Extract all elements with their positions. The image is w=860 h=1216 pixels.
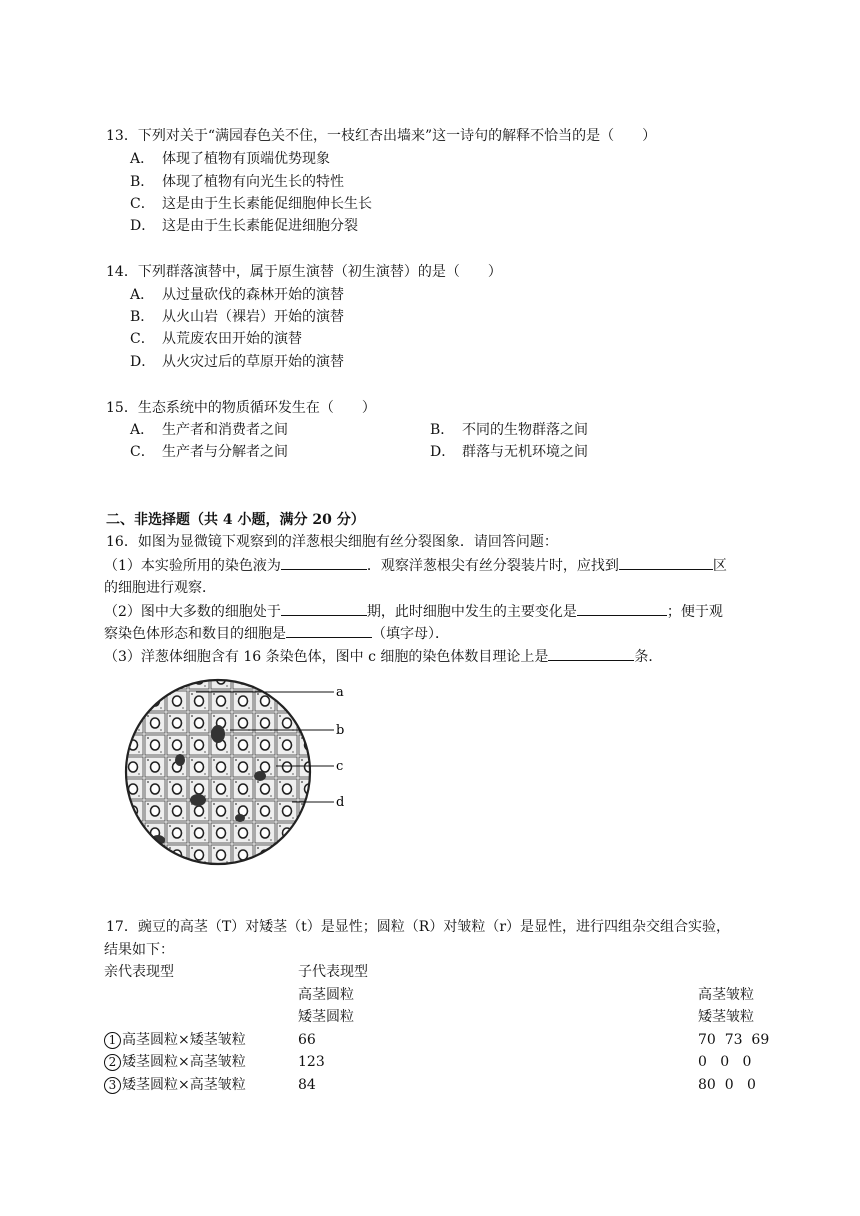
q13-option-b: B． 体现了植物有向光生长的特性 xyxy=(130,174,344,190)
q16-stem: 16．如图为显微镜下观察到的洋葱根尖细胞有丝分裂图象．请回答问题： xyxy=(106,534,558,550)
q15-stem: 15．生态系统中的物质循环发生在（ ） xyxy=(106,400,376,416)
answer-blank[interactable] xyxy=(286,623,372,638)
table-row-parent: 3 矮茎圆粒×高茎皱粒 xyxy=(104,1075,246,1095)
q15-option-b: B． 不同的生物群落之间 xyxy=(430,422,588,438)
figure-label-b: b xyxy=(336,723,345,738)
table-cell: 84 xyxy=(298,1077,316,1093)
answer-blank[interactable] xyxy=(281,555,367,570)
table-cell: 123 xyxy=(298,1054,325,1070)
table-subheader: 矮茎圆粒 xyxy=(298,1009,354,1025)
figure-label-c: c xyxy=(336,759,344,774)
table-header-parent: 亲代表现型 xyxy=(104,964,174,980)
table-row-parent: 2 矮茎圆粒×高茎皱粒 xyxy=(104,1052,246,1072)
q14-option-b: B． 从火山岩（裸岩）开始的演替 xyxy=(130,309,344,325)
answer-blank[interactable] xyxy=(548,646,634,661)
q15-option-d: D． 群落与无机环境之间 xyxy=(430,444,588,460)
q13-option-a: A． 体现了植物有顶端优势现象 xyxy=(130,151,330,167)
q15-option-c: C． 生产者与分解者之间 xyxy=(130,444,288,460)
q14-option-a: A． 从过量砍伐的森林开始的演替 xyxy=(130,287,344,303)
figure-label-a: a xyxy=(336,685,344,700)
q14-stem: 14．下列群落演替中，属于原生演替（初生演替）的是（ ） xyxy=(106,264,502,280)
q13-stem: 13．下列对关于“满园春色关不住，一枝红杏出墙来”这一诗句的解释不恰当的是（ ） xyxy=(106,128,657,144)
q14-option-c: C． 从荒废农田开始的演替 xyxy=(130,331,302,347)
q15-option-a: A． 生产者和消费者之间 xyxy=(130,422,288,438)
table-subheader: 矮茎皱粒 xyxy=(698,1009,754,1025)
section-title: 二、非选择题（共 4 小题，满分 20 分） xyxy=(106,512,365,528)
q17-stem-cont: 结果如下： xyxy=(104,942,174,958)
q17-stem: 17．豌豆的高茎（T）对矮茎（t）是显性；圆粒（R）对皱粒（r）是显性，进行四组杂交组合实验， xyxy=(106,919,731,935)
table-cell: 70 73 69 xyxy=(698,1032,770,1048)
table-cell: 0 0 0 xyxy=(698,1054,752,1070)
table-row-parent: 1 高茎圆粒×矮茎皱粒 xyxy=(104,1030,246,1050)
q16-part1: （1）本实验所用的染色液为 ．观察洋葱根尖有丝分裂装片时，应找到 区 xyxy=(104,555,727,576)
q13-option-d: D． 这是由于生长素能促进细胞分裂 xyxy=(130,218,358,234)
q16-part3: （3）洋葱体细胞含有 16 条染色体，图中 c 细胞的染色体数目理论上是 条． xyxy=(104,646,662,667)
answer-blank[interactable] xyxy=(577,601,667,616)
figure-label-d: d xyxy=(336,795,345,810)
answer-blank[interactable] xyxy=(619,555,713,570)
q14-option-d: D． 从火灾过后的草原开始的演替 xyxy=(130,354,344,370)
table-subheader: 高茎皱粒 xyxy=(698,987,754,1003)
table-cell: 80 0 0 xyxy=(698,1077,756,1093)
table-cell: 66 xyxy=(298,1032,316,1048)
q16-part1-cont: 的细胞进行观察． xyxy=(104,580,216,596)
microscope-figure xyxy=(100,668,370,868)
q13-option-c: C． 这是由于生长素能促细胞伸长生长 xyxy=(130,196,372,212)
answer-blank[interactable] xyxy=(281,601,367,616)
q16-part2: （2）图中大多数的细胞处于 期，此时细胞中发生的主要变化是 ；便于观 xyxy=(104,601,723,622)
table-header-child: 子代表现型 xyxy=(298,964,368,980)
q16-part2-cont: 察染色体形态和数目的细胞是 （填字母）． xyxy=(104,623,449,644)
table-subheader: 高茎圆粒 xyxy=(298,987,354,1003)
